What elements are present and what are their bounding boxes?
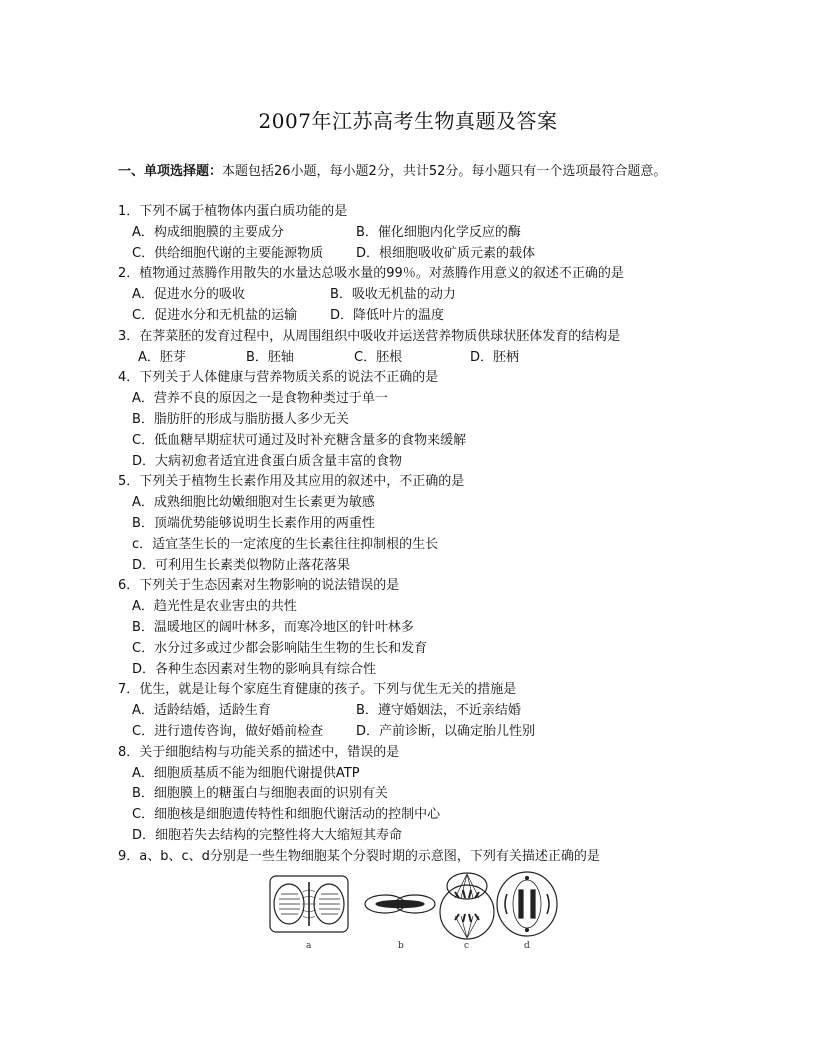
cell-diagram-c (440, 873, 494, 939)
option: c．适宜茎生长的一定浓度的生长素往往抑制根的生长 (132, 536, 439, 552)
question-list (118, 202, 624, 868)
option: C．促进水分和无机盐的运输 (132, 307, 298, 323)
option: D．各种生态因素对生物的影响具有综合性 (132, 661, 377, 677)
option: B．细胞膜上的糖蛋白与细胞表面的识别有关 (132, 786, 388, 802)
option: A．趋光性是农业害虫的共性 (132, 599, 297, 615)
figure-label-a: a (306, 941, 312, 951)
option-row (118, 223, 624, 244)
option: D．胚柄 (470, 349, 520, 365)
question-stem: 5．下列关于植物生长素作用及其应用的叙述中，不正确的是 (118, 474, 465, 490)
option: C．水分过多或过少都会影响陆生生物的生长和发育 (132, 640, 428, 656)
option: C．低血糖早期症状可通过及时补充糖含量多的食物来缓解 (132, 432, 467, 448)
cell-division-figure (265, 868, 565, 953)
question-stem: 3．在荠菜胚的发育过程中，从周围组织中吸收并运送营养物质供球状胚体发育的结构是 (118, 328, 621, 344)
question-stem: 8．关于细胞结构与功能关系的描述中，错误的是 (118, 744, 400, 760)
question-stem: 6．下列关于生态因素对生物影响的说法错误的是 (118, 578, 400, 594)
option: D．降低叶片的温度 (330, 307, 445, 323)
option: A．营养不良的原因之一是食物种类过于单一 (132, 391, 388, 407)
figure-label-d: d (524, 941, 530, 951)
question-stem: 4．下列关于人体健康与营养物质关系的说法不正确的是 (118, 370, 439, 386)
option: A．促进水分的吸收 (132, 287, 245, 303)
section-label: 一、单项选择题： (118, 164, 223, 179)
option: B．遵守婚姻法，不近亲结婚 (356, 703, 521, 719)
question-stem: 2．植物通过蒸腾作用散失的水量达总吸水量的99％。对蒸腾作用意义的叙述不正确的是 (118, 266, 624, 282)
section-header (118, 160, 666, 179)
option: C．细胞核是细胞遗传特性和细胞代谢活动的控制中心 (132, 807, 441, 823)
question-stem: 1．下列不属于植物体内蛋白质功能的是 (118, 204, 348, 219)
option-row (118, 244, 624, 265)
option-row (118, 701, 624, 722)
option: C．进行遗传咨询，做好婚前检查 (132, 723, 324, 739)
option: A．细胞质基质不能为细胞代谢提供ATP (132, 765, 360, 781)
option: B．温暖地区的阔叶林多，而寒冷地区的针叶林多 (132, 619, 414, 635)
cell-diagram-a (270, 876, 348, 932)
option: A．适龄结婚，适龄生育 (132, 703, 271, 719)
figure-label-b: b (398, 941, 404, 951)
cell-diagram-d (497, 872, 557, 936)
option: A．胚芽 (138, 349, 186, 365)
option-row (118, 285, 624, 306)
option: D．可利用生长素类似物防止落花落果 (132, 557, 351, 573)
option: D．细胞若失去结构的完整性将大大缩短其寿命 (132, 827, 403, 843)
figure-label-c: c (464, 941, 470, 951)
section-description: 本题包括26小题，每小题2分，共计52分。每小题只有一个选项最符合题意。 (222, 164, 667, 179)
option: B．胚轴 (246, 349, 294, 365)
option: B．脂肪肝的形成与脂肪摄人多少无关 (132, 411, 349, 427)
option: C．胚根 (354, 349, 403, 365)
page-title: 2007年江苏高考生物真题及答案 (258, 109, 558, 133)
option-row (118, 722, 624, 743)
question-stem: 9．a、b、c、d分别是一些生物细胞某个分裂时期的示意图，下列有关描述正确的是 (118, 848, 600, 864)
option: A．构成细胞膜的主要成分 (132, 224, 284, 240)
option: D．产前诊断，以确定胎儿性别 (356, 723, 536, 739)
option: A．成熟细胞比幼嫩细胞对生长素更为敏感 (132, 495, 375, 511)
option: B．吸收无机盐的动力 (330, 287, 456, 303)
option: B．催化细胞内化学反应的酶 (356, 224, 521, 240)
option: D．根细胞吸收矿质元素的载体 (356, 245, 536, 261)
option-row (118, 306, 624, 327)
cell-diagram-b (365, 895, 435, 913)
option: D．大病初愈者适宜进食蛋白质含量丰富的食物 (132, 453, 403, 469)
question-stem: 7．优生，就是让每个家庭生育健康的孩子。下列与优生无关的措施是 (118, 682, 517, 698)
option-row (118, 348, 624, 369)
option: C．供给细胞代谢的主要能源物质 (132, 245, 324, 261)
option: B．顶端优势能够说明生长素作用的两重性 (132, 515, 375, 531)
